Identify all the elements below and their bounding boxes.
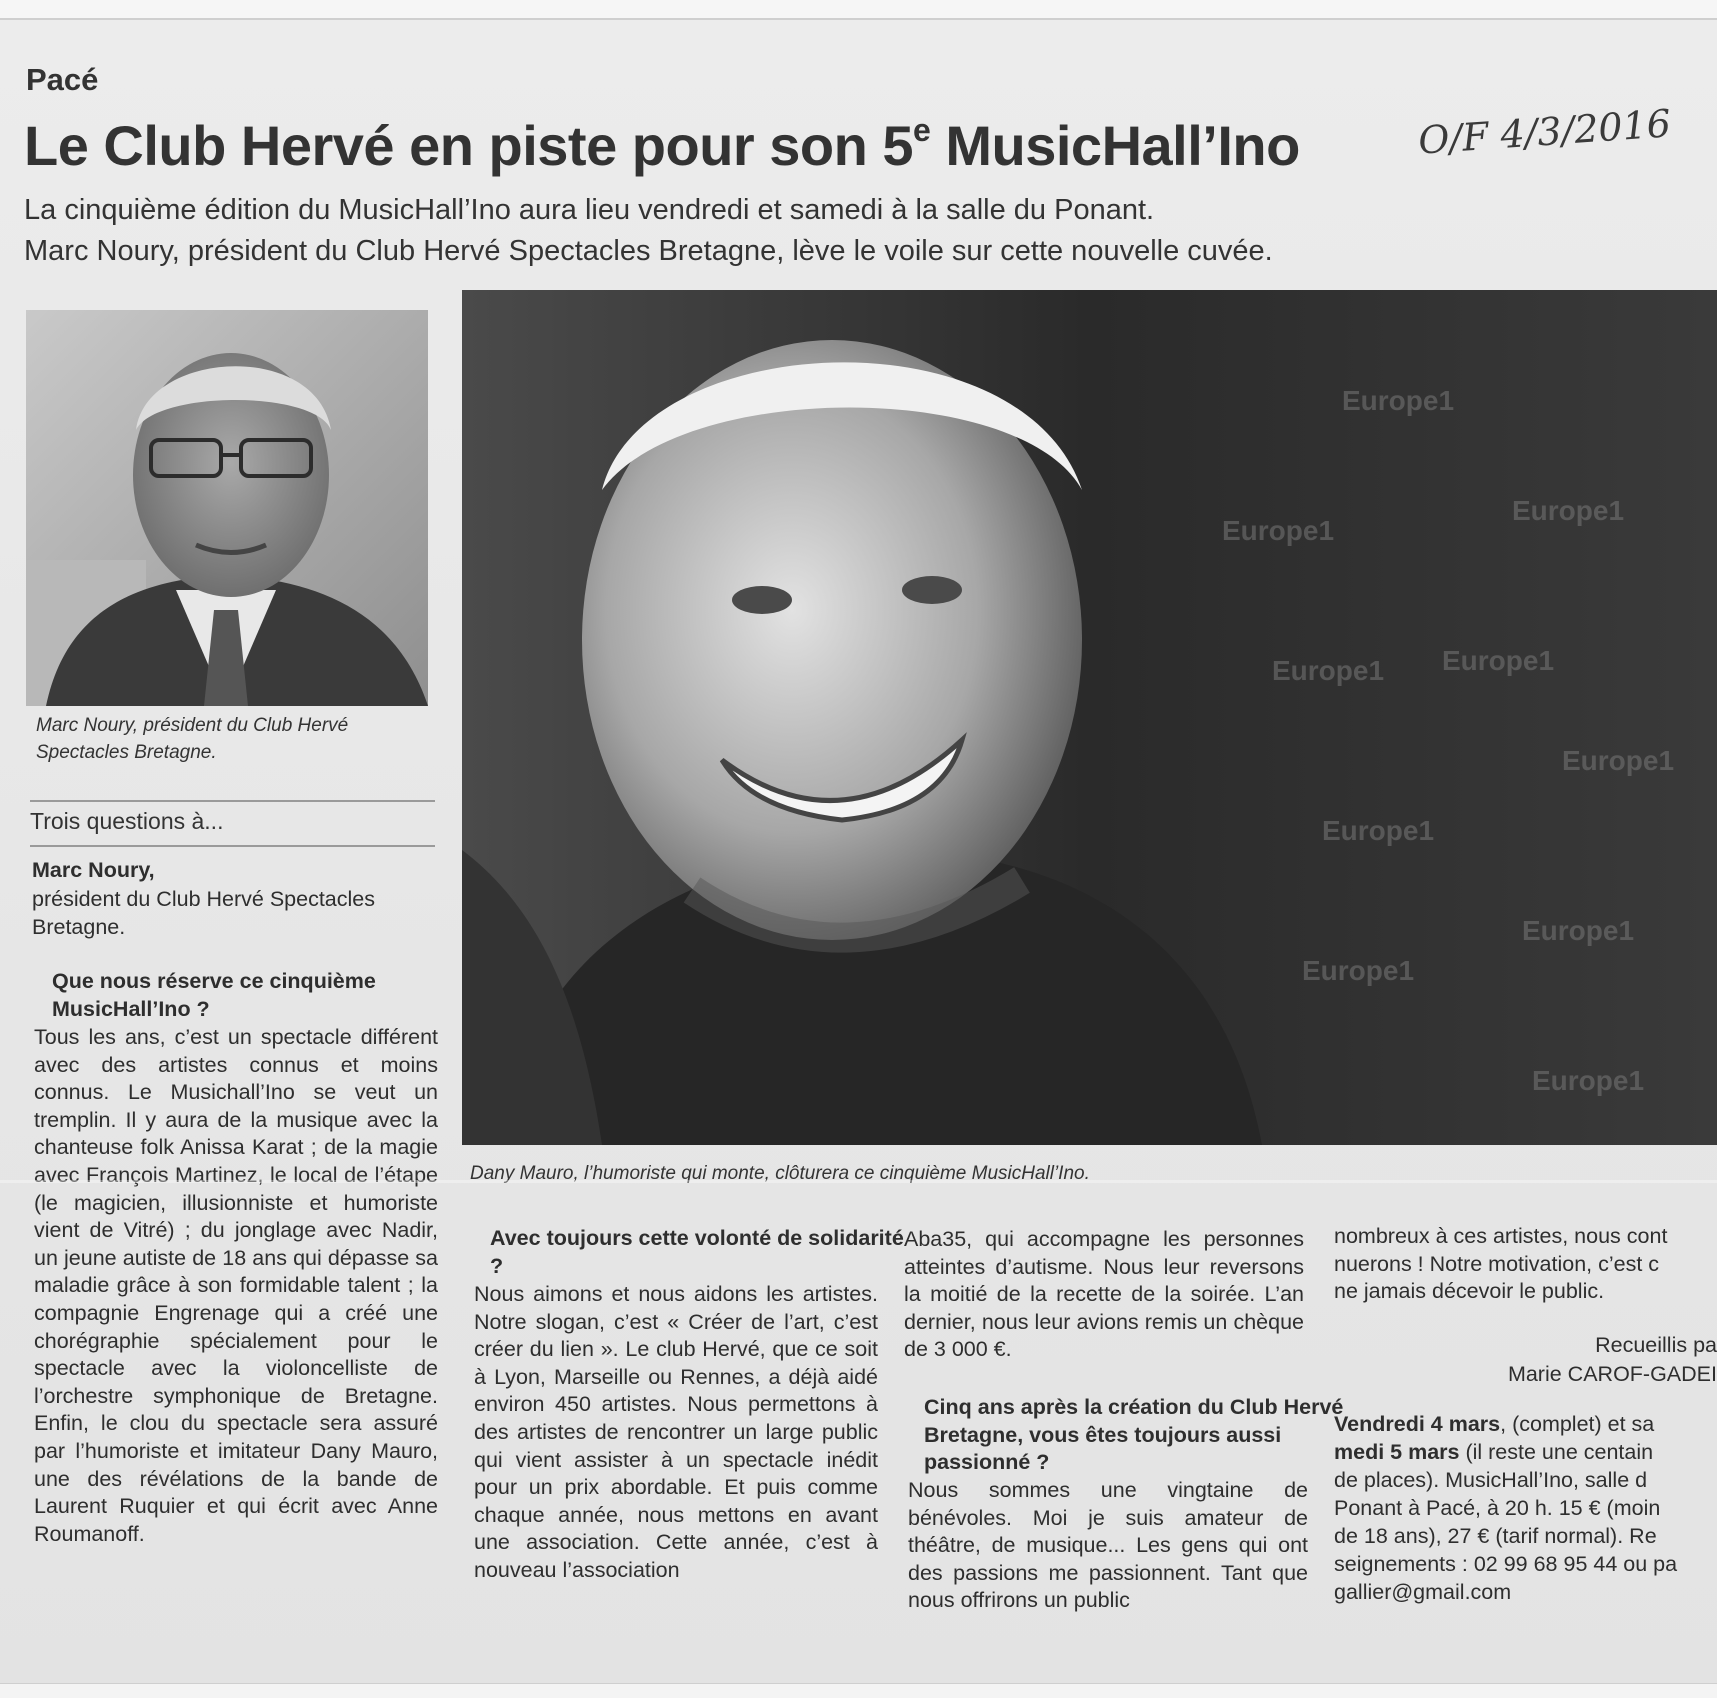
portrait-mauro-image <box>462 290 1717 1145</box>
article-headline <box>24 112 1300 178</box>
info-text: , (complet) et sa <box>1500 1412 1655 1436</box>
byline-author: Marie CAROF-GADEI <box>1507 1362 1717 1386</box>
europe1-logo: Europe1 <box>1442 645 1555 676</box>
interviewee-role: président du Club Hervé Spectacles Bretagne. <box>32 887 375 939</box>
handwritten-date-note: O/F 4/3/2016 <box>1416 101 1673 163</box>
photo-dany-mauro <box>462 290 1717 1145</box>
answer-3: Nous sommes une vingtaine de bénévoles. Moi je suis amateur de théâtre, de musique... Les gens qui ont des passions me passionnent. Tant que nous offrirons un public <box>908 1478 1308 1613</box>
question-1: Que nous réserve ce cinquième MusicHall’Ino ? <box>52 969 376 1021</box>
answer-3-continued <box>1334 1223 1717 1306</box>
interviewee-name: Marc Noury, <box>32 858 155 882</box>
text-line: nuerons ! Notre motivation, c’est c <box>1334 1251 1660 1276</box>
info-line: de places). MusicHall’Ino, salle d <box>1334 1468 1648 1492</box>
byline-line-1: Recueillis pa <box>1595 1333 1717 1357</box>
info-text: (il reste une centain <box>1459 1440 1654 1464</box>
answer-1: Tous les ans, c’est un spectacle différent avec des artistes connus et moins connus. Le Musichall’Ino se veut un tremplin. Il y aura de la musique avec la chanteuse folk Anissa Karat ; de la magie avec François Martinez, le local de l’étape (le magicien, illusionniste et humoriste vient de Vitré) ; du jonglage avec Nadir, un jeune autiste de 18 ans qui dépasse sa maladie grâce à son formidable talent ; la compagnie Engrenage qui a créé une chorégraphie spécialement pour le spectacle avec la violoncelliste de l’orchestre symphonique de Bretagne. Enfin, le clou du spectacle sera assuré par l’humoriste et imitateur Dany Mauro, une des révélations de la bande de Laurent Ruquier et qui écrit avec Anne Roumanoff. <box>34 1025 438 1546</box>
article-kicker: Pacé <box>26 62 99 97</box>
europe1-logo: Europe1 <box>1322 815 1435 846</box>
headline-main: Le Club Hervé en piste pour son 5 <box>24 114 914 177</box>
paper-bottom-edge <box>0 1683 1717 1698</box>
chapo-line-1: La cinquième édition du MusicHall’Ino aura lieu vendredi et samedi à la salle du Ponant. <box>24 194 1155 226</box>
photo-marc-noury <box>26 310 428 706</box>
byline <box>1334 1331 1717 1389</box>
info-line: Ponant à Pacé, à 20 h. 15 € (moin <box>1334 1496 1661 1520</box>
info-line <box>1334 1410 1717 1438</box>
answer-2-continued: Aba35, qui accompagne les personnes atteintes d’autisme. Nous leur reversons la moitié de la recette de la soirée. L’an dernier, nous leur avions remis un chèque de 3 000 €. <box>904 1227 1304 1362</box>
europe1-logo: Europe1 <box>1342 385 1455 416</box>
practical-info <box>1334 1410 1717 1606</box>
text-line: nombreux à ces artistes, nous cont <box>1334 1224 1668 1248</box>
chapo-line-2: Marc Noury, président du Club Hervé Spectacles Bretagne, lève le voile sur cette nouvelle cuvée. <box>24 235 1273 267</box>
europe1-logo: Europe1 <box>1222 515 1335 546</box>
section-divider <box>30 845 435 847</box>
interview-heading: Trois questions à... <box>30 808 224 834</box>
caption-marc-noury: Marc Noury, président du Club Hervé Spectacles Bretagne. <box>36 715 349 763</box>
europe1-logo: Europe1 <box>1532 1065 1645 1096</box>
portrait-noury-image <box>26 310 428 706</box>
europe1-logo: Europe1 <box>1272 655 1385 686</box>
text-line: ne jamais décevoir le public. <box>1334 1279 1605 1304</box>
europe1-logo: Europe1 <box>1302 955 1415 986</box>
paper-crease <box>0 1180 1717 1183</box>
info-line: de 18 ans), 27 € (tarif normal). Re <box>1334 1524 1657 1548</box>
headline-superscript: e <box>913 112 931 148</box>
info-email: gallier@gmail.com <box>1334 1580 1512 1604</box>
question-2: Avec toujours cette volonté de solidarité ? <box>490 1226 904 1278</box>
headline-end: MusicHall’Ino <box>930 114 1300 177</box>
event-date-saturday: medi 5 mars <box>1334 1440 1460 1464</box>
info-line <box>1334 1438 1717 1466</box>
caption-dany-mauro: Dany Mauro, l’humoriste qui monte, clôturera ce cinquième MusicHall’Ino. <box>470 1163 1090 1184</box>
info-line: seignements : 02 99 68 95 44 ou pa <box>1334 1552 1678 1576</box>
europe1-logo: Europe1 <box>1512 495 1625 526</box>
europe1-logo: Europe1 <box>1522 915 1635 946</box>
answer-2: Nous aimons et nous aidons les artistes. Notre slogan, c’est « Créer de l’art, c’est créer du lien ». Le club Hervé, que ce soit à Lyon, Marseille ou Rennes, a déjà aidé environ 450 artistes. Nous permettons à des artistes de rencontrer un large public qui vient assister à un spectacle inédit pour un prix abordable. Et puis comme chaque année, nous mettons en avant une association. Cette année, c’est à nouveau l’association <box>474 1282 878 1582</box>
paper-top-edge <box>0 0 1717 20</box>
europe1-logo: Europe1 <box>1562 745 1675 776</box>
section-divider <box>30 800 435 802</box>
question-3: Cinq ans après la création du Club Hervé Bretagne, vous êtes toujours aussi passionné ? <box>924 1395 1344 1475</box>
event-date-friday: Vendredi 4 mars <box>1334 1412 1501 1436</box>
article-chapo <box>24 190 1273 272</box>
